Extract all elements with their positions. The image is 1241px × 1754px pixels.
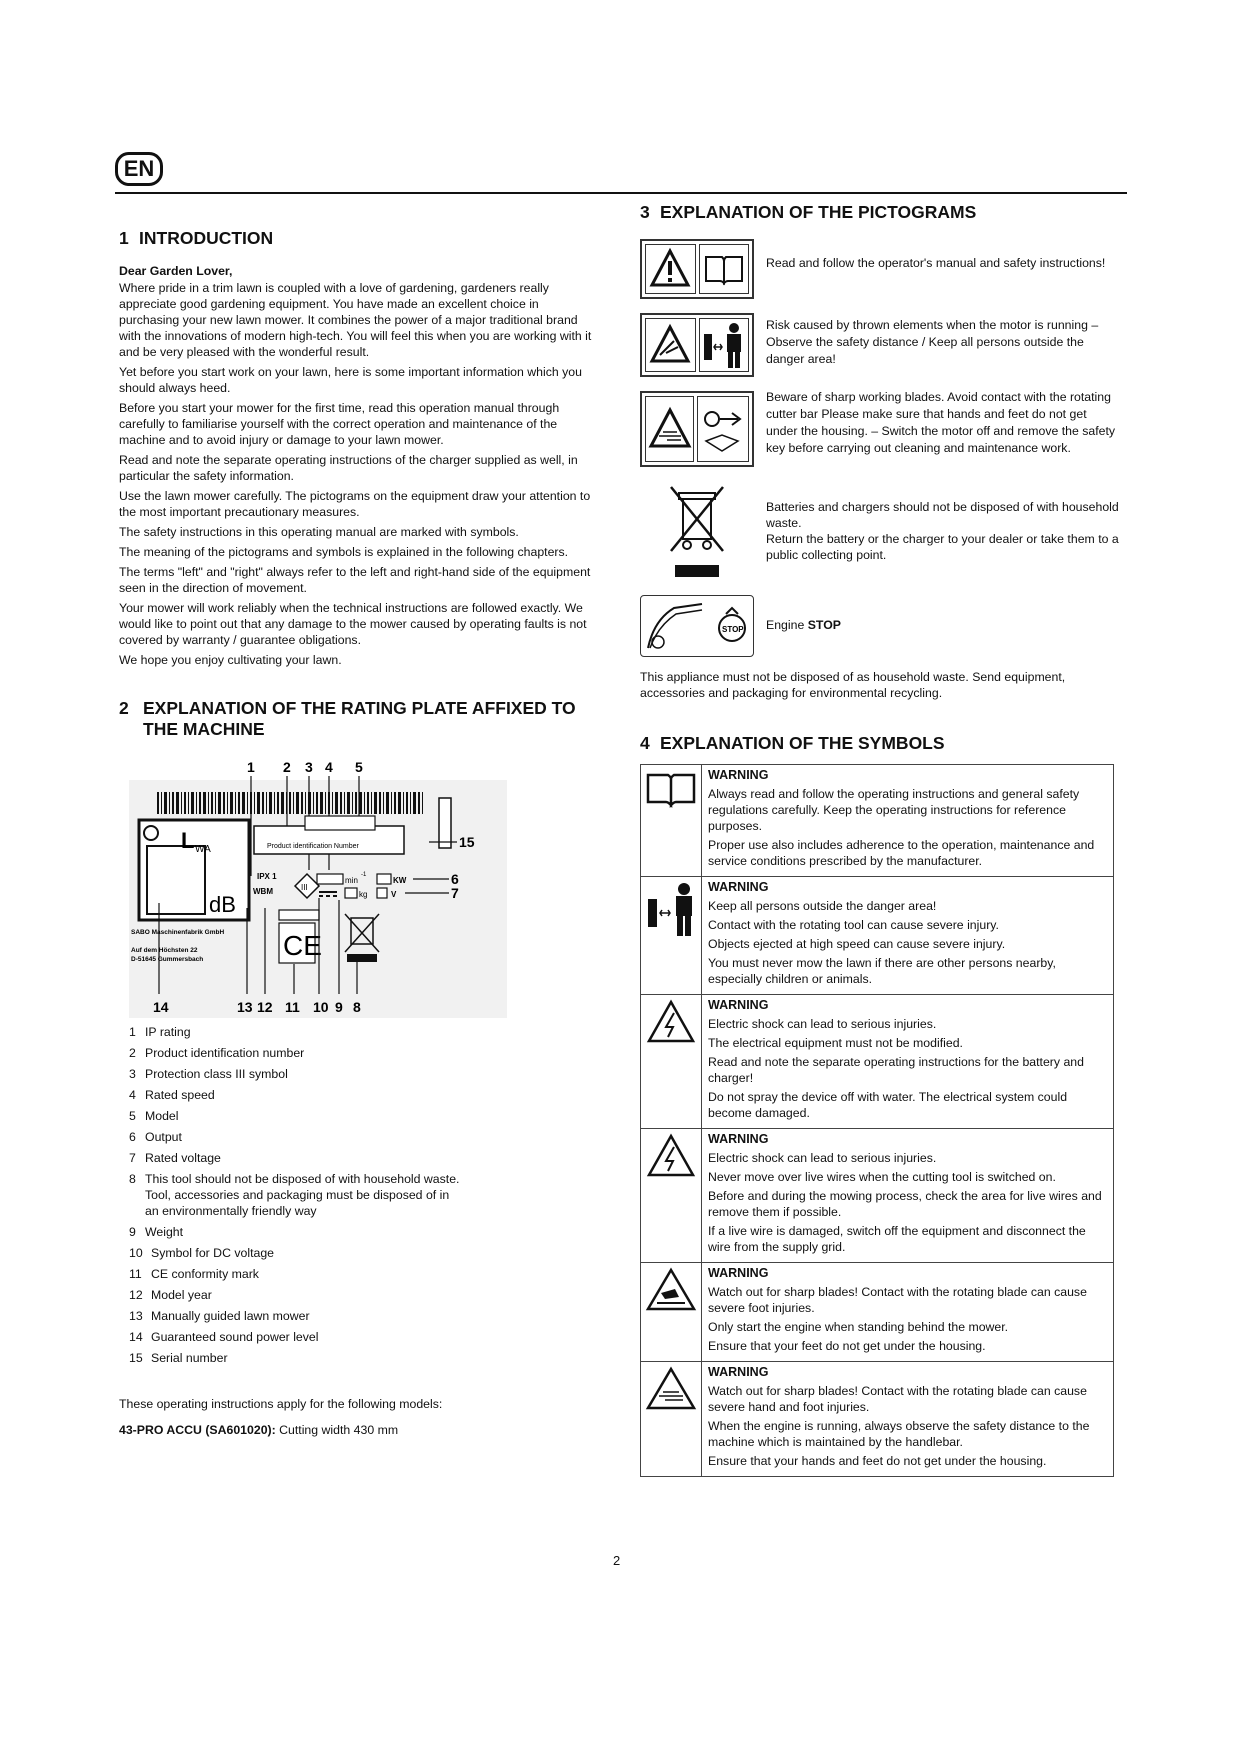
ipx-label: IPX 1 [257, 872, 277, 881]
item-number: 1 [129, 1025, 136, 1039]
rating-plate-legend [129, 1024, 599, 1366]
kg-label: kg [359, 890, 368, 899]
pictograms-footer: This appliance must not be disposed of as household waste. Send equipment, accessories and packaging for environmental recycling. [640, 670, 1066, 700]
intro-paragraph: We hope you enjoy cultivating your lawn. [119, 653, 342, 667]
pictogram-text: Batteries and chargers should not be disposed of with household waste. [766, 500, 1119, 530]
callout-3: 3 [305, 759, 313, 775]
callout-2: 2 [283, 759, 291, 775]
item-number: 6 [129, 1130, 136, 1144]
item-number: 4 [129, 1088, 136, 1102]
weee-bin-icon [640, 485, 754, 581]
list-item [129, 1108, 599, 1124]
symbol-paragraph: Objects ejected at high speed can cause severe injury. [708, 937, 1006, 951]
list-item [129, 1287, 599, 1303]
pictogram-text: Beware of sharp working blades. Avoid contact with the rotating cutter bar Please make sure that hands and feet do not get under the housing. – Switch the motor off and remove the safety key before carrying out cleaning and maintenance work. [766, 390, 1116, 455]
item-text: Manually guided lawn mower [151, 1309, 310, 1323]
pictogram-row [640, 389, 1125, 467]
list-item [129, 1087, 599, 1103]
list-item [129, 1066, 599, 1082]
symbol-description [702, 1129, 1114, 1263]
item-text: Model [145, 1109, 179, 1123]
manufacturer-line: D-51645 Gummersbach [131, 956, 204, 963]
section-title: INTRODUCTION [139, 228, 274, 248]
section-title: EXPLANATION OF THE RATING PLATE AFFIXED TO THE MACHINE [143, 698, 576, 739]
item-number: 8 [129, 1172, 136, 1186]
pictogram-row [640, 595, 1125, 657]
rating-plate-drawing [129, 758, 507, 1018]
item-text: Guaranteed sound power level [151, 1330, 319, 1344]
symbol-paragraph: Before and during the mowing process, check the area for live wires and remove them if possible. [708, 1189, 1102, 1219]
callout-11: 11 [285, 999, 300, 1015]
list-item [129, 1150, 599, 1166]
page-number: 2 [613, 1553, 621, 1568]
table-row [641, 1263, 1114, 1362]
symbol-paragraph: Electric shock can lead to serious injuries. [708, 1151, 937, 1165]
item-text: Weight [145, 1225, 184, 1239]
symbol-paragraph: Proper use also includes adherence to the operation, maintenance and service conditions prescribed by the manufacturer. [708, 838, 1095, 868]
item-text: This tool should not be disposed of with household waste. Tool, accessories and packaging must be disposed of in an environmentally friendly way [145, 1172, 460, 1218]
symbol-paragraph: If a live wire is damaged, switch off the equipment and disconnect the wire from the supply grid. [708, 1224, 1086, 1254]
item-number: 13 [129, 1309, 143, 1323]
book-icon [641, 765, 702, 877]
ce-mark: CE [283, 930, 322, 961]
item-number: 12 [129, 1288, 143, 1302]
symbol-paragraph: The electrical equipment must not be modified. [708, 1036, 963, 1050]
section-number: 3 [640, 202, 650, 222]
table-row [641, 1129, 1114, 1263]
symbol-paragraph: Never move over live wires when the cutting tool is switched on. [708, 1170, 1056, 1184]
callout-10: 10 [313, 999, 329, 1015]
model-line [119, 1422, 599, 1438]
symbol-description [702, 877, 1114, 995]
wbm-label: WBM [253, 887, 273, 896]
list-item [129, 1024, 599, 1040]
symbol-description [702, 1362, 1114, 1477]
symbol-description [702, 765, 1114, 877]
callout-1: 1 [247, 759, 255, 775]
list-item [129, 1329, 599, 1345]
read-manual-icon [640, 239, 754, 299]
min-label: min [345, 876, 358, 885]
intro-paragraphs [119, 280, 599, 668]
callout-6: 6 [451, 871, 459, 887]
item-number: 11 [129, 1267, 142, 1281]
manufacturer-line: Auf dem Höchsten 22 [131, 947, 198, 954]
models-intro: These operating instructions apply for the following models: [119, 1397, 443, 1411]
intro-paragraph: Before you start your mower for the first time, read this operation manual through carefully to familiarise yourself with the correct operation and maintenance of the machine and to avoid injury or damage to your lawn mower. [119, 401, 560, 447]
list-item [129, 1045, 599, 1061]
section-title: EXPLANATION OF THE PICTOGRAMS [660, 202, 977, 222]
model-description: Cutting width 430 mm [275, 1423, 399, 1437]
engine-prefix: Engine [766, 618, 808, 632]
item-text: Model year [151, 1288, 212, 1302]
sharp-blades-icon [640, 391, 754, 467]
list-item [129, 1171, 599, 1219]
symbol-paragraph: You must never mow the lawn if there are other persons nearby, especially children or animals. [708, 956, 1056, 986]
symbol-paragraph: Ensure that your feet do not get under the housing. [708, 1339, 986, 1353]
item-number: 2 [129, 1046, 136, 1060]
callout-8: 8 [353, 999, 361, 1015]
intro-paragraph: The terms "left" and "right" always refer to the left and right-hand side of the equipment seen in the direction of movement. [119, 565, 591, 595]
warning-heading: WARNING [708, 768, 769, 782]
warning-heading: WARNING [708, 1132, 769, 1146]
list-item [129, 1224, 599, 1240]
pictogram-text-block [766, 499, 1125, 563]
item-number: 14 [129, 1330, 143, 1344]
pictogram-row [640, 313, 1125, 377]
callout-7: 7 [451, 885, 459, 901]
table-row [641, 877, 1114, 995]
table-row [641, 995, 1114, 1129]
item-number: 3 [129, 1067, 136, 1081]
kw-label: KW [393, 876, 407, 885]
item-number: 15 [129, 1351, 143, 1365]
list-item [129, 1350, 599, 1366]
pictogram-text: Return the battery or the charger to your dealer or take them to a public collecting point. [766, 532, 1119, 562]
section-number: 4 [640, 733, 650, 753]
stop-label: STOP [721, 625, 744, 634]
header-divider [115, 192, 1127, 194]
symbol-description [702, 995, 1114, 1129]
warning-heading: WARNING [708, 1266, 769, 1280]
callout-15: 15 [459, 834, 475, 850]
pictogram-row [640, 485, 1125, 581]
symbol-paragraph: Contact with the rotating tool can cause severe injury. [708, 918, 999, 932]
list-item [129, 1266, 599, 1282]
list-item [129, 1308, 599, 1324]
item-text: Symbol for DC voltage [151, 1246, 275, 1260]
lwa-label: L [181, 828, 195, 853]
symbols-table [640, 764, 1114, 1477]
symbol-paragraph: Read and note the separate operating instructions for the battery and charger! [708, 1055, 1084, 1085]
item-text: CE conformity mark [151, 1267, 259, 1281]
item-number: 9 [129, 1225, 136, 1239]
engine-stop-icon [640, 595, 754, 657]
manufacturer-line: SABO Maschinenfabrik GmbH [131, 929, 225, 936]
item-number: 10 [129, 1246, 143, 1260]
section-2-heading [119, 698, 599, 740]
roman-label: III [301, 883, 308, 892]
db-label: dB [209, 892, 236, 917]
warning-heading: WARNING [708, 880, 769, 894]
symbol-description [702, 1263, 1114, 1362]
callout-12: 12 [257, 999, 273, 1015]
symbol-paragraph: Watch out for sharp blades! Contact with the rotating blade can cause severe hand and foot injuries. [708, 1384, 1087, 1414]
callout-13: 13 [237, 999, 253, 1015]
symbol-paragraph: Watch out for sharp blades! Contact with the rotating blade can cause severe foot injuries. [708, 1285, 1087, 1315]
item-number: 5 [129, 1109, 136, 1123]
model-name: 43-PRO ACCU (SA601020): [119, 1423, 276, 1437]
min-sup: -1 [361, 872, 367, 878]
callout-14: 14 [153, 999, 169, 1015]
section-3-heading [640, 202, 1125, 223]
section-number: 2 [119, 698, 129, 718]
table-row [641, 1362, 1114, 1477]
pictogram-text: Read and follow the operator's manual and safety instructions! [766, 256, 1106, 270]
symbol-paragraph: When the engine is running, always observe the safety distance to the machine which is maintained by the handlebar. [708, 1419, 1090, 1449]
intro-paragraph: Use the lawn mower carefully. The pictograms on the equipment draw your attention to the most important precautionary measures. [119, 489, 591, 519]
item-text: Output [145, 1130, 182, 1144]
pictogram-text: Risk caused by thrown elements when the motor is running – Observe the safety distance / Keep all persons outside the danger area! [766, 318, 1099, 366]
item-number: 7 [129, 1151, 136, 1165]
section-number: 1 [119, 228, 129, 248]
callout-5: 5 [355, 759, 363, 775]
symbol-paragraph: Always read and follow the operating instructions and general safety regulations carefully. Keep the operating instructions for reference purposes. [708, 787, 1080, 833]
callout-4: 4 [325, 759, 333, 775]
keep-distance-icon [641, 877, 702, 995]
section-title: EXPLANATION OF THE SYMBOLS [660, 733, 945, 753]
symbol-paragraph: Electric shock can lead to serious injuries. [708, 1017, 937, 1031]
intro-paragraph: The meaning of the pictograms and symbols is explained in the following chapters. [119, 545, 569, 559]
language-badge: EN [115, 152, 163, 186]
symbol-paragraph: Ensure that your hands and feet do not get under the housing. [708, 1454, 1047, 1468]
v-label: V [391, 890, 397, 899]
item-text: Rated voltage [145, 1151, 221, 1165]
item-text: Protection class III symbol [145, 1067, 288, 1081]
symbol-paragraph: Do not spray the device off with water. The electrical system could become damaged. [708, 1090, 1068, 1120]
warning-heading: WARNING [708, 1365, 769, 1379]
item-text: Product identification number [145, 1046, 305, 1060]
intro-paragraph: Yet before you start work on your lawn, here is some important information which you should always heed. [119, 365, 582, 395]
thrown-objects-icon [640, 313, 754, 377]
intro-paragraph: Read and note the separate operating instructions of the charger supplied as well, in particular the safety information. [119, 453, 578, 483]
symbol-paragraph: Only start the engine when standing behind the mower. [708, 1320, 1009, 1334]
item-text: IP rating [145, 1025, 191, 1039]
list-item [129, 1129, 599, 1145]
section-4-heading [640, 733, 1125, 754]
warning-heading: WARNING [708, 998, 769, 1012]
lwa-sub: WA [195, 844, 211, 855]
symbol-paragraph: Keep all persons outside the danger area! [708, 899, 937, 913]
barcode-icon [157, 792, 423, 814]
product-id-label: Product identification Number [267, 843, 359, 850]
rating-plate-diagram [129, 758, 507, 1018]
hand-foot-blade-icon [641, 1362, 702, 1477]
left-column [119, 228, 599, 1442]
table-row [641, 765, 1114, 877]
item-text: Serial number [151, 1351, 228, 1365]
foot-blade-icon [641, 1263, 702, 1362]
intro-paragraph: The safety instructions in this operating manual are marked with symbols. [119, 525, 519, 539]
list-item [129, 1245, 599, 1261]
pictogram-text [766, 617, 841, 634]
pictogram-row [640, 239, 1125, 299]
callout-9: 9 [335, 999, 343, 1015]
section-1-heading [119, 228, 599, 249]
electric-shock-icon [641, 995, 702, 1129]
electric-shock-icon [641, 1129, 702, 1263]
intro-paragraph: Where pride in a trim lawn is coupled with a love of gardening, gardeners really appreciate good gardening equipment. You have made an excellent choice in purchasing your new lawn mower. It combines the power of a major traditional brand with the innovations of modern high-tech. You will feel this when you are working with it and be very pleased with the wonderful result. [119, 281, 592, 359]
item-text: Rated speed [145, 1088, 215, 1102]
engine-stop-bold: STOP [807, 618, 841, 632]
greeting: Dear Garden Lover, [119, 264, 233, 278]
intro-paragraph: Your mower will work reliably when the technical instructions are followed exactly. We would like to point out that any damage to the mower caused by operating faults is not covered by warranty / guarantee obligations. [119, 601, 587, 647]
right-column [640, 202, 1125, 1477]
